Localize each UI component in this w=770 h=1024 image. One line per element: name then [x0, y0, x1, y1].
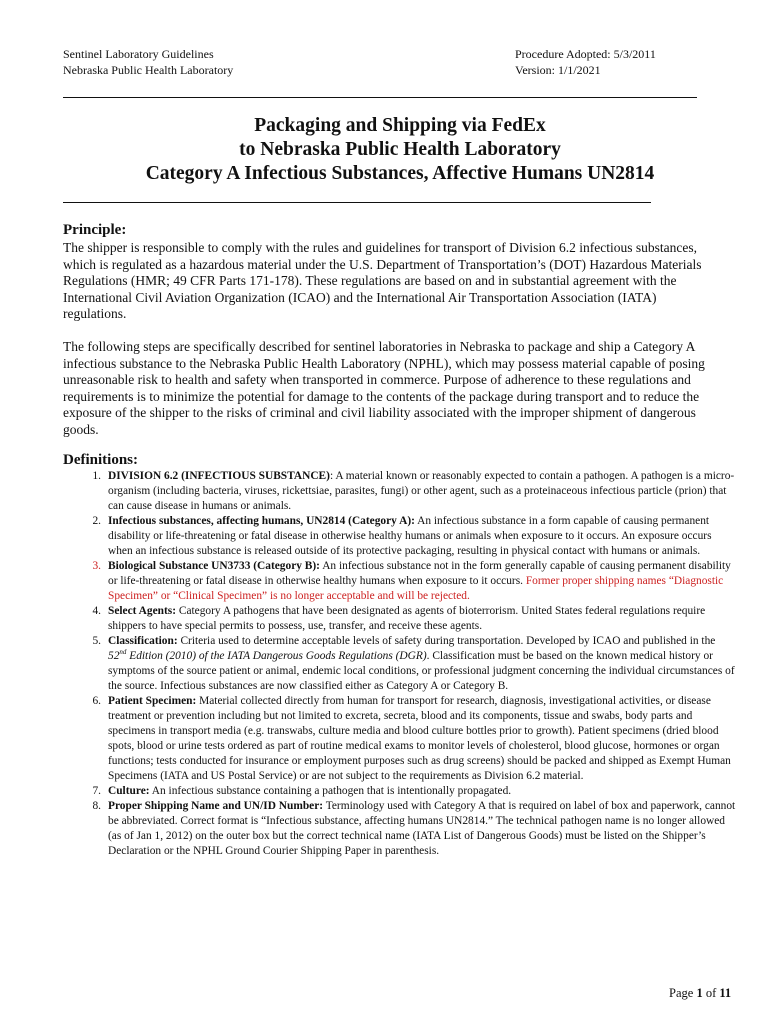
- definition-term: Classification:: [108, 635, 178, 647]
- definition-item: [63, 784, 736, 799]
- definition-number: 8.: [92, 800, 101, 812]
- principle-paragraph-2: The following steps are specifically described for sentinel laboratories in Nebraska to package and ship a Category A infectious substance to the Nebraska Public Health Laboratory (NPHL), which may possess material capable of posing unreasonable risk to health and safety when transported in commerce. Purpose of adherence to these regulations and requirements is to minimize the potential for damage to the contents of the package during transport and to reduce the exposure of the shipper to the risks of criminal and civil liability associated with the improper shipment of dangerous goods.: [63, 339, 705, 437]
- definition-text: An infectious substance not in the form generally capable of causing permanent disability or life-threatening or fatal disease in otherwise healthy humans when exposure to it occurs.: [108, 560, 731, 587]
- definition-item: [63, 604, 736, 634]
- definition-number: 7.: [92, 785, 101, 797]
- definition-number: 2.: [92, 515, 101, 527]
- definition-text-continued: . Classification must be based on the known medical history or symptoms of the source patient or animal, endemic local conditions, or professional judgment concerning the individual circumstances of the source. Infectious substances are now classified either as Category A or Category B.: [108, 650, 735, 692]
- definition-term: Proper Shipping Name and UN/ID Number:: [108, 800, 324, 812]
- definition-number: 6.: [92, 695, 101, 707]
- definition-text: An infectious substance in a form capable of causing permanent disability or life-threatening or fatal disease in otherwise healthy humans or animals when exposure to it occurs. An exposure occurs when an infectious substance is released outside of its protective packaging, resulting in physical contact with humans or animals.: [108, 515, 712, 557]
- definition-text: Terminology used with Category A that is required on label of box and paperwork, cannot be abbreviated. Correct format is “Infectious substance, affecting humans UN2814.” The technical pathogen name is no longer allowed (as of Jan 1, 2012) on the outer box but the correct technical name (IATA List of Dangerous Goods) must be listed on the Shipper’s Declaration or the NPHL Ground Courier Shipping Paper in parenthesis.: [108, 800, 736, 857]
- principle-heading: Principle:: [63, 222, 127, 238]
- header-version: Version: 1/1/2021: [515, 63, 601, 77]
- definition-text: Category A pathogens that have been designated as agents of bioterrorism. United States federal regulations require shippers to have special permits to possess, use, transfer, and receive these agents.: [108, 605, 706, 632]
- definition-warning-note: Former proper shipping names “Diagnostic Specimen” or “Clinical Specimen” is no longer acceptable and will be rejected.: [108, 575, 724, 602]
- definition-item: [63, 514, 736, 559]
- definition-number: 5.: [92, 635, 101, 647]
- title-line-3: Category A Infectious Substances, Affective Humans UN2814: [145, 163, 655, 184]
- header-guidelines: Sentinel Laboratory Guidelines: [63, 47, 214, 61]
- definition-number: 4.: [92, 605, 101, 617]
- definition-number: 3.: [92, 560, 101, 572]
- header-left: [63, 46, 233, 78]
- header-lab-name: Nebraska Public Health Laboratory: [63, 63, 234, 77]
- definition-edition-number: 52: [108, 650, 120, 662]
- header-procedure-adopted: Procedure Adopted: 5/3/2011: [515, 47, 656, 61]
- definition-text: An infectious substance containing a pathogen that is intentionally propagated.: [149, 785, 512, 797]
- definition-number: 1.: [92, 470, 101, 482]
- page-word: Page: [669, 986, 694, 1000]
- definition-term: Patient Specimen:: [108, 695, 197, 707]
- definitions-heading: Definitions:: [63, 452, 138, 468]
- definition-text: Material collected directly from human for transport for research, diagnosis, investigational activities, or disease treatment or prevention including but not limited to excreta, secreta, blood and its components, tissue and swabs, body parts and specimens in transport media (e.g. transwabs, culture media and blood culture bottles prior to growth). Patient specimens (dried blood spots, blood or urine tests ordered as part of routine medical exams to monitor levels of cholesterol, blood glucose, hormones or organ functions; tests conducted for insurance or employment purposes such as drug screens) should be packed and shipped as Exempt Human Specimens (IATA and US Postal Service) or are not subject to the requirements as Division 6.2 material.: [108, 695, 731, 782]
- page-current: 1: [696, 986, 703, 1000]
- definition-item: [63, 799, 736, 859]
- definition-item: [63, 694, 736, 784]
- definition-edition-suffix: nd: [119, 648, 127, 657]
- definition-publication-title: Edition (2010) of the IATA Dangerous Goods Regulations (DGR): [126, 650, 427, 662]
- definition-item: [63, 559, 736, 604]
- document-title: [63, 114, 737, 186]
- definition-term: Culture:: [108, 785, 150, 797]
- header-divider: [63, 97, 697, 98]
- definition-text: : A material known or reasonably expected to contain a pathogen. A pathogen is a micro-organism (including bacteria, viruses, rickettsiae, parasites, fungi) or other agent, such as a proteinaceous infectious particle (prion) that can cause disease in humans or animals.: [108, 470, 735, 512]
- header-right: [515, 46, 656, 78]
- definition-text: Criteria used to determine acceptable levels of safety during transportation. Developed by ICAO and published in the: [177, 635, 716, 647]
- page-of-word: of: [705, 986, 717, 1000]
- title-divider: [63, 202, 651, 203]
- definition-term: Infectious substances, affecting humans, UN2814 (Category A):: [108, 515, 415, 527]
- definition-item: [63, 634, 736, 694]
- principle-paragraph-1: The shipper is responsible to comply with the rules and guidelines for transport of Division 6.2 infectious substances, which is regulated as a hazardous material under the U.S. Department of Transportation’s (DOT) Hazardous Materials Regulations (HMR; 49 CFR Parts 171-178). These regulations are based on and in substantial agreement with the International Civil Aviation Organization (ICAO) and the International Air Transportation Association (IATA) regulations.: [63, 240, 702, 322]
- page-total: 11: [719, 986, 732, 1000]
- title-line-1: Packaging and Shipping via FedEx: [254, 115, 546, 136]
- definition-item: [63, 469, 736, 514]
- title-line-2: to Nebraska Public Health Laboratory: [239, 139, 561, 160]
- definition-term: DIVISION 6.2 (INFECTIOUS SUBSTANCE): [108, 470, 330, 482]
- definitions-list: [63, 469, 736, 859]
- page-number: [669, 986, 731, 1001]
- definition-term: Biological Substance UN3733 (Category B):: [108, 560, 320, 572]
- definition-term: Select Agents:: [108, 605, 177, 617]
